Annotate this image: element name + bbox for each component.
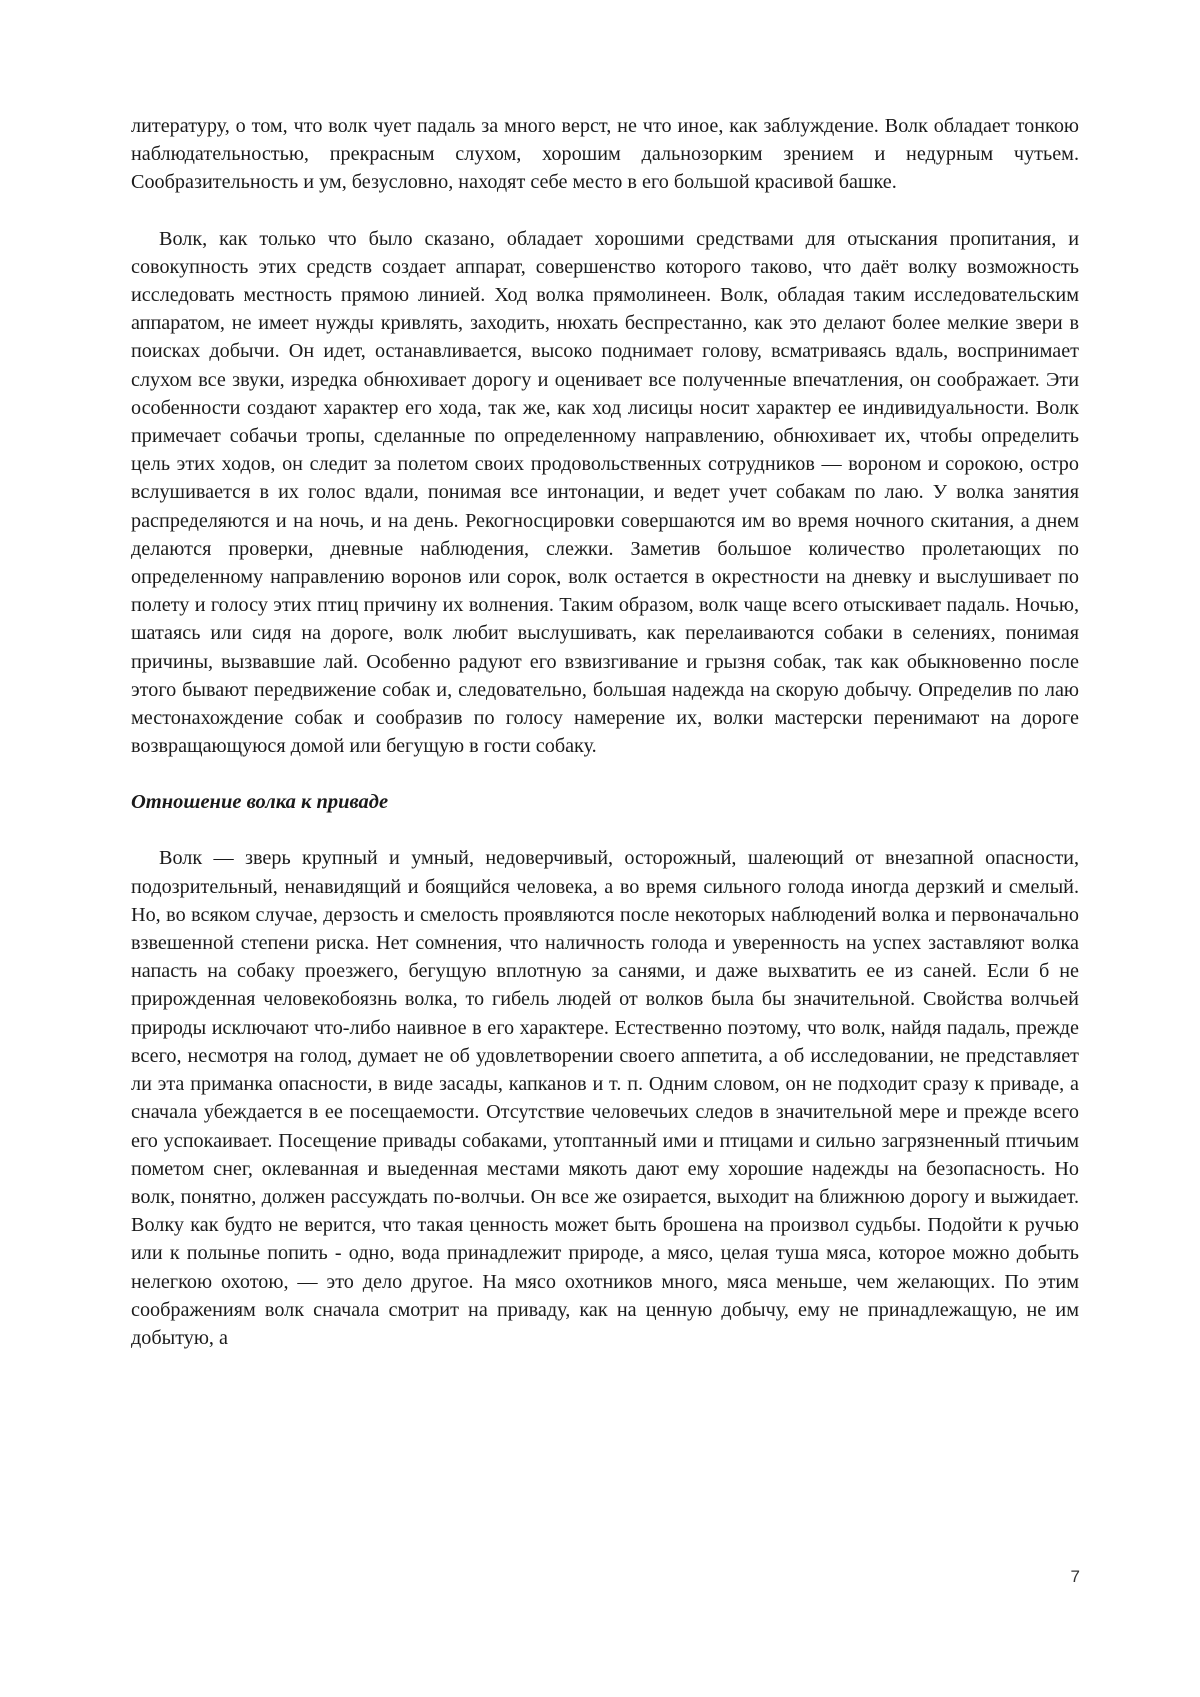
paragraph-wolf-senses: Волк, как только что было сказано, обладает хорошими средствами для отыскания пропитания, и совокупность этих средств создает аппарат, совершенство которого таково, что даёт волку возможность исследовать местность прямою линией. Ход волка прямолинеен. Волк, обладая таким исследовательским аппаратом, не имеет нужды кривлять, заходить, нюхать беспрестанно, как это делают более мелкие звери в поисках добычи. Он идет, останавливается, высоко поднимает голову, всматриваясь вдаль, воспринимает слухом все звуки, изредка обнюхивает дорогу и оценивает все полученные впечатления, он соображает. Эти особенности создают характер его хода, так же, как ход лисицы носит характер ее индивидуальности. Волк примечает собачьи тропы, сделанные по определенному направлению, обнюхивает их, чтобы определить цель этих ходов, он следит за полетом своих продовольственных сотрудников — вороном и сорокою, остро вслушивается в их голос вдали, понимая все интонации, и ведет учет собакам по лаю. У волка занятия распределяются и на ночь, и на день. Рекогносцировки совершаются им во время ночного скитания, а днем делаются проверки, дневные наблюдения, слежки. Заметив большое количество пролетающих по определенному направлению воронов или сорок, волк остается в окрестности на дневку и выслушивает по полету и голосу этих птиц причину их волнения. Таким образом, волк чаще всего отыскивает падаль. Ночью, шатаясь или сидя на дороге, волк любит выслушивать, как перелаиваются собаки в селениях, понимая причины, вызвавшие лай. Особенно радуют его взвизгивание и грызня собак, так как обыкновенно после этого бывают передвижение собак и, следовательно, большая надежда на скорую добычу. Определив по лаю местонахождение собак и сообразив по голосу намерение их, волки мастерски перенимают на дороге возвращающуюся домой или бегущую в гости собаку. [131,225,1079,761]
paragraph-gap [131,197,1079,225]
document-page [131,112,1079,1352]
page-number: 7 [1060,1567,1080,1587]
section-heading: Отношение волка к приваде [131,788,1079,816]
paragraph-wolf-bait: Волк — зверь крупный и умный, недоверчивый, осторожный, шалеющий от внезапной опасности, подозрительный, ненавидящий и боящийся человека, а во время сильного голода иногда дерзкий и смелый. Но, во всяком случае, дерзость и смелость проявляются после некоторых наблюдений волка и первоначально взвешенной степени риска. Нет сомнения, что наличность голода и уверенность на успех заставляют волка напасть на собаку проезжего, бегущую вплотную за санями, и даже выхватить ее из саней. Если б не прирожденная человекобоязнь волка, то гибель людей от волков была бы значительной. Свойства волчьей природы исключают что-либо наивное в его характере. Естественно поэтому, что волк, найдя падаль, прежде всего, несмотря на голод, думает не об удовлетворении своего аппетита, а об исследовании, не представляет ли эта приманка опасности, в виде засады, капканов и т. п. Одним словом, он не подходит сразу к приваде, а сначала убеждается в ее посещаемости. Отсутствие человечьих следов в значительной мере и прежде всего его успокаивает. Посещение привады собаками, утоптанный ими и птицами и сильно загрязненный птичьим пометом снег, оклеванная и выеденная местами мякоть дают ему хорошие надежды на безопасность. Но волк, понятно, должен рассуждать по-волчьи. Он все же озирается, выходит на ближнюю дорогу и выжидает. Волку как будто не верится, что такая ценность может быть брошена на произвол судьбы. Подойти к ручью или к полынье попить - одно, вода принадлежит природе, а мясо, целая туша мяса, которое можно добыть нелегкою охотою, — это дело другое. На мясо охотников много, мяса меньше, чем желающих. По этим соображениям волк сначала смотрит на приваду, как на ценную добычу, ему не принадлежащую, не им добытую, а [131,844,1079,1352]
paragraph-gap [131,816,1079,844]
paragraph-continuation: литературу, о том, что волк чует падаль за много верст, не что иное, как заблуждение. Волк обладает тонкою наблюдательностью, прекрасным слухом, хорошим дальнозорким зрением и недурным чутьем. Сообразительность и ум, безусловно, находят себе место в его большой красивой башке. [131,112,1079,197]
paragraph-gap [131,760,1079,788]
